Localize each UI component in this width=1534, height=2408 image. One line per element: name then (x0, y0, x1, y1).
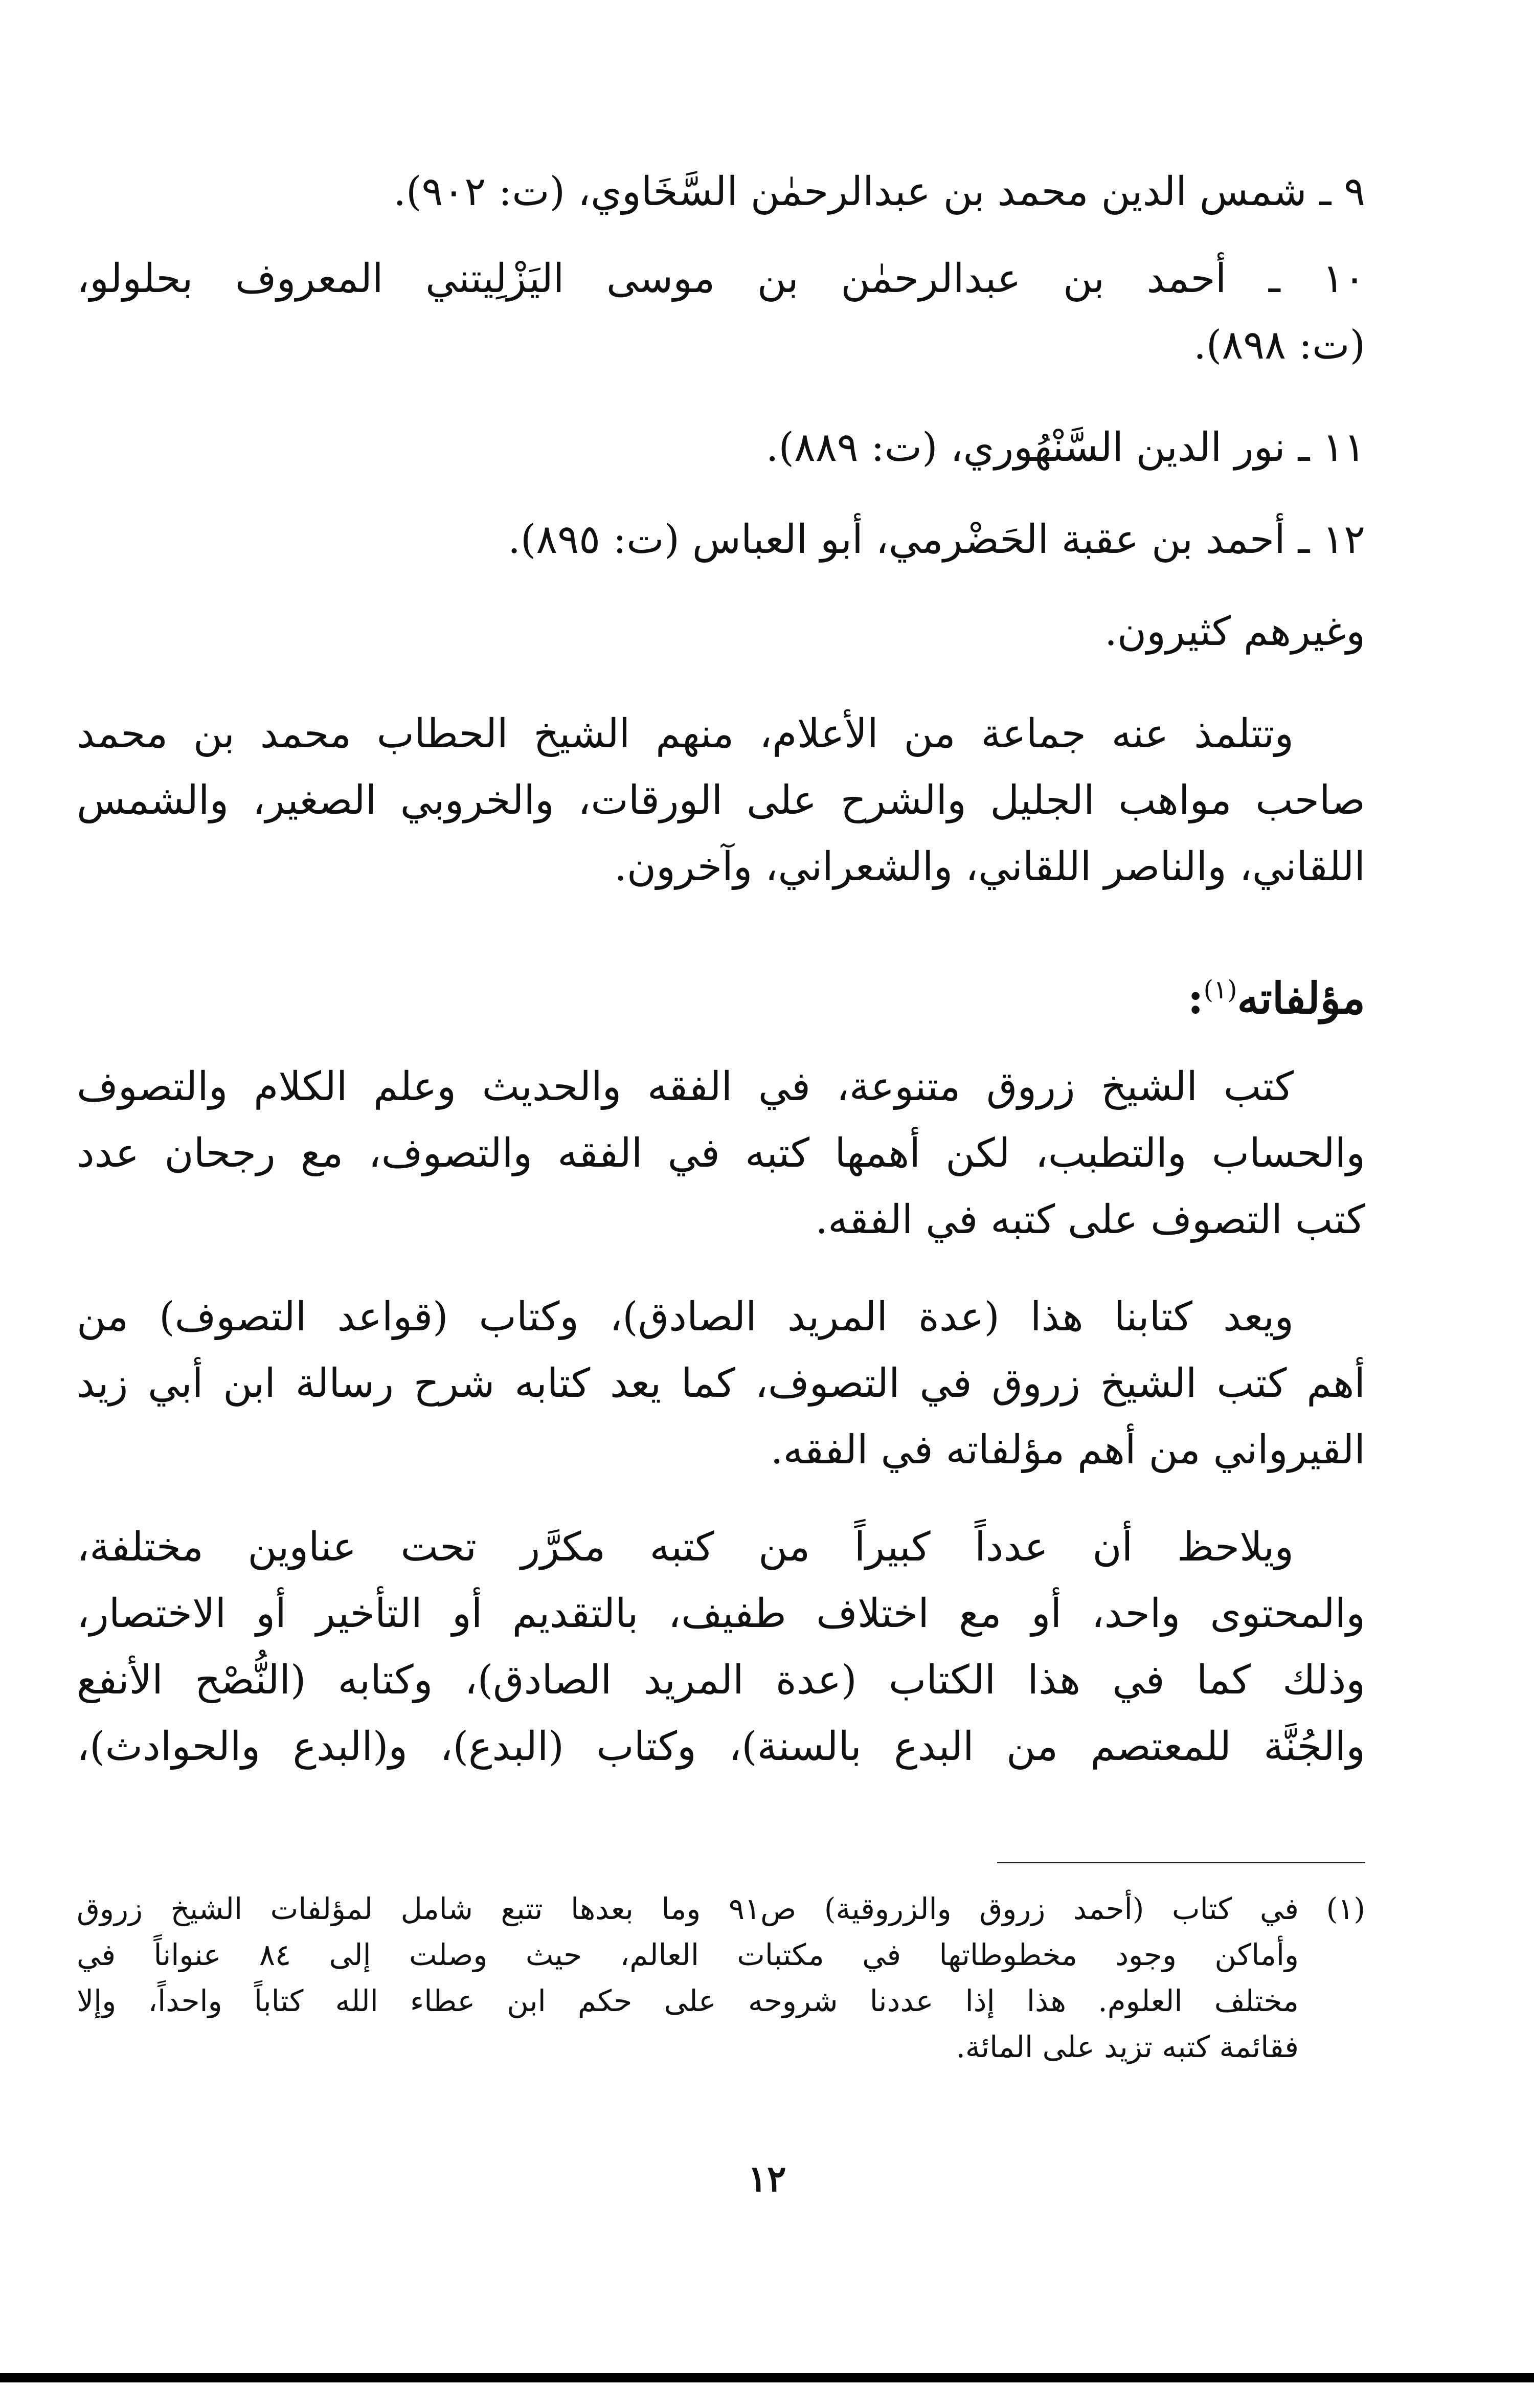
paragraph-3-line-4: والجُنَّة للمعتصم من البدع بالسنة)، وكتاب (البدع)، و(البدع والحوادث)، (77, 1724, 1365, 1770)
paragraph-2-line-1: ويعد كتابنا هذا (عدة المريد الصادق)، وكتاب (قواعد التصوف) من (77, 1294, 1294, 1340)
paragraph-2-line-2: أهم كتب الشيخ زروق في التصوف، كما يعد كتابه شرح رسالة ابن أبي زيد (77, 1361, 1366, 1407)
paragraph-1-line-3: كتب التصوف على كتبه في الفقه. (815, 1197, 1365, 1243)
paragraph-3-line-3: وذلك كما في هذا الكتاب (عدة المريد الصادق)، وكتابه (النُّصْح الأنفع (77, 1657, 1365, 1703)
paragraph-1-line-2: والحساب والتطبب، لكن أهمها كتبه في الفقه والتصوف، مع رجحان عدد (77, 1130, 1365, 1176)
paragraph-3-line-2: والمحتوى واحد، أو مع اختلاف طفيف، بالتقديم أو التأخير أو الاختصار، (77, 1591, 1365, 1637)
list-item-10-continued: (ت: ٨٩٨). (1193, 322, 1365, 368)
footnote-line-4 (77, 2025, 1365, 2069)
list-item-10: ١٠ ـ أحمد بن عبدالرحمٰن بن موسى اليَزْلِيتني المعروف بحلولو، (77, 256, 1365, 302)
footnote-mark[interactable]: (١) (1203, 975, 1237, 1005)
paragraph-3-line-1: ويلاحظ أن عدداً كبيراً من كتبه مكرَّر تحت عناوين مختلفة، (77, 1524, 1294, 1570)
footnote-number: (١) (1326, 1891, 1365, 1926)
footnote-separator (997, 1862, 1365, 1863)
heading-text: مؤلفاته (1237, 973, 1365, 1023)
heading-colon: : (1187, 973, 1204, 1023)
footnote-text-1: في كتاب (أحمد زروق والزروقية) ص٩١ وما بعدها تتبع شامل لمؤلفات الشيخ زروق (77, 1891, 1299, 1926)
footnote-line-2 (77, 1933, 1365, 1977)
footnote-text-2: وأماكن وجود مخطوطاتها في مكتبات العالم، حيث وصلت إلى ٨٤ عنواناً في (77, 1937, 1299, 1972)
others-line: وغيرهم كثيرون. (1104, 609, 1365, 655)
section-heading (77, 951, 1365, 1028)
students-line-3: اللقاني، والناصر اللقاني، والشعراني، وآخرون. (614, 844, 1365, 890)
footnote-line-1 (77, 1887, 1365, 1931)
paragraph-1-line-1: كتب الشيخ زروق متنوعة، في الفقه والحديث وعلم الكلام والتصوف (77, 1064, 1294, 1110)
scan-edge-bar (0, 2373, 1534, 2382)
footnote-text-4: فقائمة كتبه تزيد على المائة. (956, 2030, 1299, 2064)
students-line-1: وتتلمذ عنه جماعة من الأعلام، منهم الشيخ الحطاب محمد بن محمد (77, 711, 1294, 757)
list-item-11: ١١ ـ نور الدين السَّنْهُوري، (ت: ٨٨٩). (765, 425, 1365, 471)
list-item-12: ١٢ ـ أحمد بن عقبة الحَضْرمي، أبو العباس (ت: ٨٩٥). (508, 517, 1365, 563)
students-line-2: صاحب مواهب الجليل والشرح على الورقات، والخروبي الصغير، والشمس (77, 777, 1365, 823)
footnote-line-3 (77, 1979, 1365, 2023)
list-item-9: ٩ ـ شمس الدين محمد بن عبدالرحمٰن السَّخَاوي، (ت: ٩٠٢). (393, 169, 1365, 215)
page-number: ١٢ (748, 2157, 786, 2200)
footnote-text-3: مختلف العلوم. هذا إذا عددنا شروحه على حكم ابن عطاء الله كتاباً واحداً، وإلا (77, 1983, 1299, 2018)
paragraph-2-line-3: القيرواني من أهم مؤلفاته في الفقه. (770, 1427, 1365, 1473)
